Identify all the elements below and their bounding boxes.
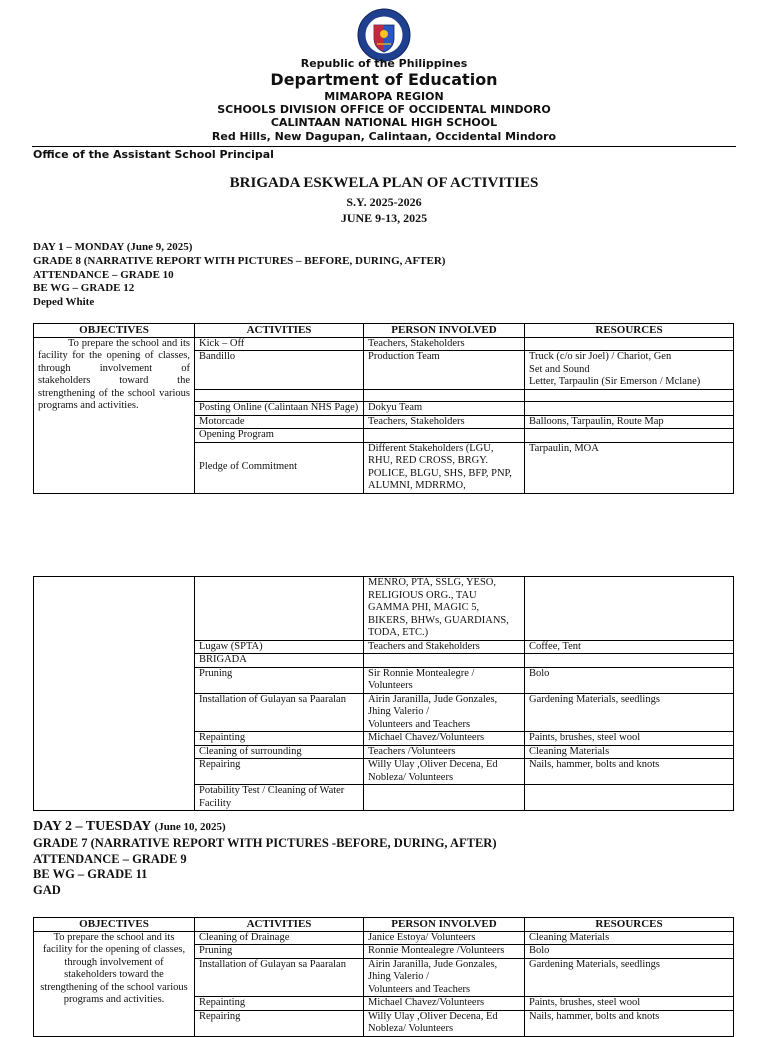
activity-cell: BRIGADA [195, 654, 364, 668]
person-cell: Dokyu Team [364, 402, 525, 416]
person-cell: MENRO, PTA, SSLG, YESO, RELIGIOUS ORG., TAU GAMMA PHI, MAGIC 5, BIKERS, BHWs, GUARDIANS, TODA, ETC.) [364, 577, 525, 641]
objective-cell-empty [34, 577, 195, 811]
office-line: Office of the Assistant School Principal [33, 148, 274, 161]
activity-cell: Opening Program [195, 429, 364, 443]
col-activities: ACTIVITIES [195, 324, 364, 338]
department-title: Department of Education [270, 70, 498, 89]
activity-cell: Pledge of Commitment [195, 442, 364, 493]
day2-narrative: GRADE 7 (NARRATIVE REPORT WITH PICTURES -BEFORE, DURING, AFTER) [33, 835, 497, 850]
person-cell [364, 785, 525, 811]
document-title: BRIGADA ESKWELA PLAN OF ACTIVITIES [229, 175, 539, 191]
republic-line: Republic of the Philippines [300, 57, 468, 70]
person-cell: Ronnie Montealegre /Volunteers [364, 945, 525, 959]
day2-activities-table [33, 917, 734, 1037]
col-activities: ACTIVITIES [195, 918, 364, 932]
resource-cell: Gardening Materials, seedlings [525, 693, 734, 732]
resource-cell: Paints, brushes, steel wool [525, 732, 734, 746]
day1-bewg: BE WG – GRADE 12 [33, 282, 135, 295]
activity-cell: Installation of Gulayan sa Paaralan [195, 958, 364, 997]
school-year: S.Y. 2025-2026 [346, 195, 422, 209]
resource-cell: Nails, hammer, bolts and knots [525, 1010, 734, 1036]
resource-cell [525, 402, 734, 416]
resource-cell [525, 785, 734, 811]
division-line: SCHOOLS DIVISION OFFICE OF OCCIDENTAL MINDORO [217, 103, 551, 116]
day1-activities-table-continued [33, 576, 734, 811]
resource-cell: Cleaning Materials [525, 931, 734, 945]
col-objectives: OBJECTIVES [34, 918, 195, 932]
day2-details [33, 819, 497, 899]
resource-cell: Cleaning Materials [525, 745, 734, 759]
resource-cell [525, 390, 734, 402]
activity-cell: Repairing [195, 759, 364, 785]
day2-bewg: BE WG – GRADE 11 [33, 867, 148, 882]
person-cell: Teachers and Stakeholders [364, 640, 525, 654]
col-resources: RESOURCES [525, 918, 734, 932]
person-cell [364, 429, 525, 443]
table-row [34, 577, 734, 641]
activity-cell: Bandillo [195, 351, 364, 390]
resource-cell [525, 429, 734, 443]
day2-heading-main: DAY 2 – TUESDAY [33, 819, 152, 834]
activity-cell [195, 577, 364, 641]
table-header-row [34, 918, 734, 932]
resource-cell: Tarpaulin, MOA [525, 442, 734, 493]
person-cell: Production Team [364, 351, 525, 390]
table-row [34, 931, 734, 945]
activity-cell: Cleaning of Drainage [195, 931, 364, 945]
person-cell: Sir Ronnie Montealegre / Volunteers [364, 667, 525, 693]
day2-heading [33, 819, 497, 836]
day1-activities-table [33, 323, 734, 494]
person-cell: Teachers /Volunteers [364, 745, 525, 759]
person-cell: Michael Chavez/Volunteers [364, 732, 525, 746]
resource-cell: Paints, brushes, steel wool [525, 997, 734, 1011]
person-cell: Janice Estoya/ Volunteers [364, 931, 525, 945]
activity-cell [195, 390, 364, 402]
resource-cell: Truck (c/o sir Joel) / Chariot, Gen Set and Sound Letter, Tarpaulin (Sir Emerson / Mclane) [525, 351, 734, 390]
objective-cell: To prepare the school and its facility for the opening of classes, through involvement of stakeholders toward the strengthening of the school various programs and activities. [34, 931, 195, 1036]
resource-cell [525, 654, 734, 668]
activity-cell: Repairing [195, 1010, 364, 1036]
person-cell: Airin Jaranilla, Jude Gonzales, Jhing Valerio / Volunteers and Teachers [364, 693, 525, 732]
day1-attendance: ATTENDANCE – GRADE 10 [33, 268, 174, 281]
resource-cell: Bolo [525, 945, 734, 959]
col-resources: RESOURCES [525, 324, 734, 338]
activity-cell: Kick – Off [195, 337, 364, 351]
day1-details [33, 241, 445, 310]
day2-theme: GAD [33, 883, 61, 898]
activity-cell: Pruning [195, 667, 364, 693]
person-cell: Willy Ulay ,Oliver Decena, Ed Nobleza/ Volunteers [364, 759, 525, 785]
table-header-row [34, 324, 734, 338]
resource-cell [525, 337, 734, 351]
activity-cell: Motorcade [195, 415, 364, 429]
activity-cell: Potability Test / Cleaning of Water Facility [195, 785, 364, 811]
person-cell: Airin Jaranilla, Jude Gonzales, Jhing Valerio / Volunteers and Teachers [364, 958, 525, 997]
header-divider [32, 146, 736, 147]
resource-cell: Gardening Materials, seedlings [525, 958, 734, 997]
resource-cell: Balloons, Tarpaulin, Route Map [525, 415, 734, 429]
person-cell [364, 654, 525, 668]
activity-cell: Pruning [195, 945, 364, 959]
activity-cell: Repainting [195, 732, 364, 746]
col-persons: PERSON INVOLVED [364, 324, 525, 338]
region-line: MIMAROPA REGION [324, 90, 444, 103]
person-cell: Michael Chavez/Volunteers [364, 997, 525, 1011]
activity-cell: Lugaw (SPTA) [195, 640, 364, 654]
table-row [34, 337, 734, 351]
day1-uniform: Deped White [33, 296, 95, 309]
school-name: CALINTAAN NATIONAL HIGH SCHOOL [270, 116, 498, 129]
activity-cell: Repainting [195, 997, 364, 1011]
activity-cell: Cleaning of surrounding [195, 745, 364, 759]
day1-heading: DAY 1 – MONDAY (June 9, 2025) [33, 241, 193, 253]
day2-attendance: ATTENDANCE – GRADE 9 [33, 851, 187, 866]
person-cell: Willy Ulay ,Oliver Decena, Ed Nobleza/ Volunteers [364, 1010, 525, 1036]
school-address: Red Hills, New Dagupan, Calintaan, Occidental Mindoro [211, 130, 557, 143]
date-range: JUNE 9-13, 2025 [340, 211, 428, 225]
col-objectives: OBJECTIVES [34, 324, 195, 338]
day1-narrative: GRADE 8 (NARRATIVE REPORT WITH PICTURES – BEFORE, DURING, AFTER) [33, 254, 446, 267]
person-cell: Teachers, Stakeholders [364, 337, 525, 351]
resource-cell: Bolo [525, 667, 734, 693]
person-cell: Different Stakeholders (LGU, RHU, RED CROSS, BRGY. POLICE, BLGU, SHS, BFP, PNP, ALUMNI, MDRRMO, [364, 442, 525, 493]
resource-cell: Coffee, Tent [525, 640, 734, 654]
day2-heading-date: (June 10, 2025) [154, 821, 226, 833]
person-cell: Teachers, Stakeholders [364, 415, 525, 429]
person-cell [364, 390, 525, 402]
col-persons: PERSON INVOLVED [364, 918, 525, 932]
activity-cell: Posting Online (Calintaan NHS Page) [195, 402, 364, 416]
resource-cell [525, 577, 734, 641]
activity-cell: Installation of Gulayan sa Paaralan [195, 693, 364, 732]
objective-cell: To prepare the school and its facility for the opening of classes, through involvement of stakeholders toward the strengthening of the school various programs and activities. [34, 337, 195, 493]
resource-cell: Nails, hammer, bolts and knots [525, 759, 734, 785]
deped-seal-icon [357, 8, 411, 62]
